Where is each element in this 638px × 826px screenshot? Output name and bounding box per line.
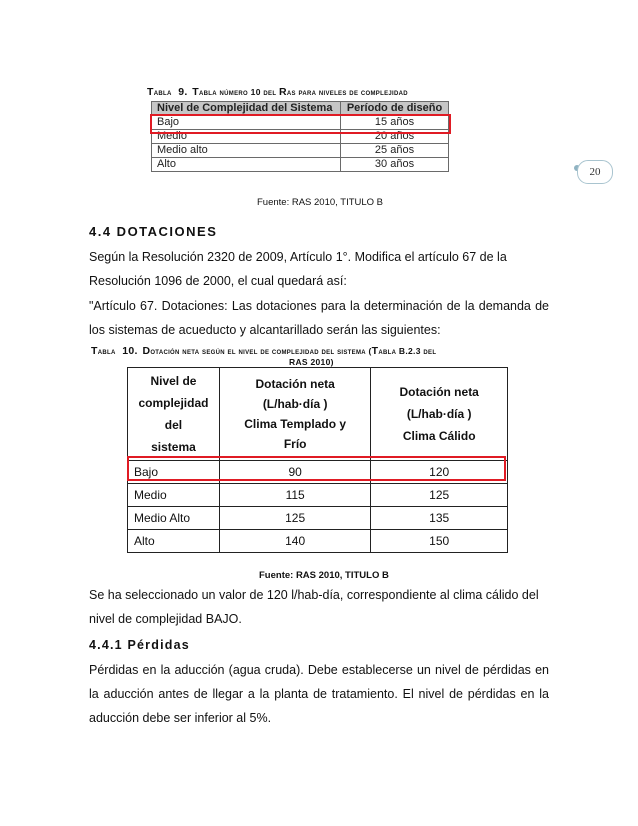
section-heading-perdidas: 4.4.1 Pérdidas xyxy=(89,638,190,652)
page-number-badge: 20 xyxy=(577,160,613,184)
header-line: Frío xyxy=(283,437,307,451)
cell-temperate: 140 xyxy=(219,530,370,553)
table-header-row xyxy=(128,368,508,461)
header-line: complejidad del xyxy=(138,396,209,432)
header-complexity-level: Nivel de Complejidad del Sistema xyxy=(152,102,341,116)
paragraph-losses: Pérdidas en la aducción (agua cruda). Debe establecerse un nivel de pérdidas en la aducción antes de llegar a la planta de tratamiento. El nivel de pérdidas en la aducción debe ser inferior al 5%. xyxy=(89,663,549,725)
header-line: Nivel de xyxy=(150,374,197,388)
table-10-caption-line-2: RAS 2010) xyxy=(289,357,334,367)
paragraph-resolution-line-2: Resolución 1096 de 2000, el cual quedará así: xyxy=(89,274,347,288)
header-complexity-level xyxy=(128,368,220,461)
cell-temperate: 125 xyxy=(219,507,370,530)
header-temperate-climate xyxy=(219,368,370,461)
cell-level: Medio xyxy=(128,484,220,507)
cell-period: 25 años xyxy=(341,144,449,158)
cell-period: 20 años xyxy=(341,130,449,144)
highlight-box-bajo-row xyxy=(127,456,506,481)
table-9-caption: Tabla 9. Tabla número 10 del Ras para niveles de complejidad xyxy=(147,86,408,98)
table-9-design-periods xyxy=(151,101,449,172)
cell-level: Alto xyxy=(128,530,220,553)
paragraph-resolution-line-1: Según la Resolución 2320 de 2009, Artículo 1°. Modifica el artículo 67 de la xyxy=(89,250,507,264)
table-row xyxy=(128,530,508,553)
cell-warm: 135 xyxy=(371,507,508,530)
header-line: sistema xyxy=(151,440,196,454)
cell-level: Bajo xyxy=(152,116,341,130)
cell-period: 30 años xyxy=(341,158,449,172)
header-line: (L/hab·día ) xyxy=(262,397,328,411)
table-9-source: Fuente: RAS 2010, TITULO B xyxy=(257,197,384,208)
header-line: Clima Templado y xyxy=(244,417,347,431)
table-10-source: Fuente: RAS 2010, TITULO B xyxy=(259,570,389,581)
cell-temperate: 90 xyxy=(219,461,370,484)
highlight-box-bajo-row xyxy=(150,114,451,134)
section-heading-dotaciones: 4.4 DOTACIONES xyxy=(89,224,218,239)
cell-level: Medio xyxy=(152,130,341,144)
header-warm-climate xyxy=(371,368,508,461)
table-10-caption: Tabla 10. Dotación neta según el nivel de complejidad del sistema (Tabla B.2.3 del xyxy=(91,345,437,357)
table-row xyxy=(152,144,449,158)
table-row xyxy=(152,158,449,172)
table-row xyxy=(128,484,508,507)
header-line: Dotación neta xyxy=(399,385,479,399)
cell-period: 15 años xyxy=(341,116,449,130)
header-design-period: Período de diseño xyxy=(341,102,449,116)
paragraph-selection-line-2: nivel de complejidad BAJO. xyxy=(89,612,242,626)
header-line: (L/hab·día ) xyxy=(406,407,472,421)
cell-warm: 150 xyxy=(371,530,508,553)
cell-level: Medio alto xyxy=(152,144,341,158)
header-line: Clima Cálido xyxy=(402,429,476,443)
cell-level: Bajo xyxy=(128,461,220,484)
cell-level: Alto xyxy=(152,158,341,172)
cell-level: Medio Alto xyxy=(128,507,220,530)
paragraph-selection-line-1: Se ha seleccionado un valor de 120 l/hab-día, correspondiente al clima cálido del xyxy=(89,588,539,602)
header-line: Dotación neta xyxy=(255,377,335,391)
paragraph-article-67: "Artículo 67. Dotaciones: Las dotaciones para la determinación de la demanda de los sistemas de acueducto y alcantarillado serán las siguientes: xyxy=(89,299,549,337)
cell-temperate: 115 xyxy=(219,484,370,507)
cell-warm: 120 xyxy=(371,461,508,484)
table-row xyxy=(128,507,508,530)
cell-warm: 125 xyxy=(371,484,508,507)
